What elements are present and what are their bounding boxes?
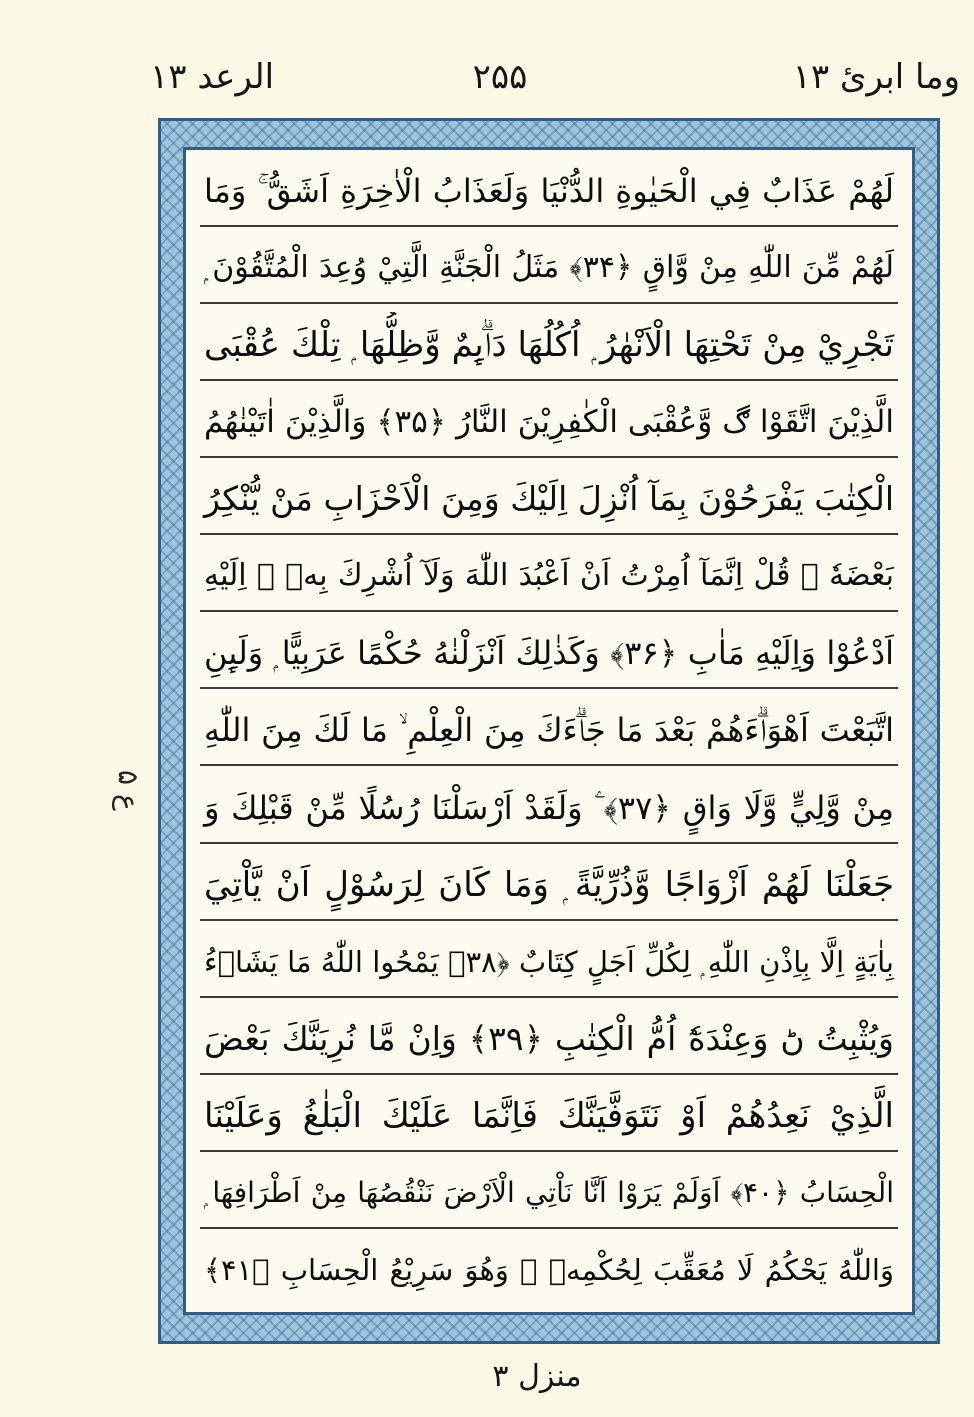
text-line-10: جَعَلْنَا لَهُمْ اَزْوَاجًا وَّذُرِّيَّةً ۭ وَمَا كَانَ لِرَسُوْلٍ اَنْ يَّاْتِيَ — [200, 852, 898, 921]
text-line-2: لَهُمْ مِّنَ اللّٰهِ مِنْ وَّاقٍ ﴿۳۴﴾ مَثَلُ الْجَنَّةِ الَّتِيْ وُعِدَ الْمُتَّقُوْنَ ۭ — [200, 235, 898, 304]
para-name: وما ابرئ ۱۳ — [792, 57, 960, 97]
text-line-1: لَهُمْ عَذَابٌ فِي الْحَيٰوةِ الدُّنْيَا وَلَعَذَابُ الْاٰخِرَةِ اَشَقُّ ۚ وَمَا — [200, 158, 898, 227]
text-line-15: وَاللّٰهُ يَحْكُمُ لَا مُعَقِّبَ لِحُكْمِهٖ ۭ وَهُوَ سَرِيْعُ الْحِسَابِ ﴿۴۱﴾ — [204, 1252, 894, 1287]
text-line-11: بِاٰيَةٍ اِلَّا بِاِذْنِ اللّٰهِ ۭ لِكُلِّ اَجَلٍ كِتَابٌ ﴿۳۸﴾ يَمْحُوا اللّٰهُ مَا يَشَاۗءُ — [200, 929, 898, 998]
text-panel — [183, 147, 915, 1315]
text-line-6: بَعْضَهٗ ۭ قُلْ اِنَّمَآ اُمِرْتُ اَنْ اَعْبُدَ اللّٰهَ وَلَآ اُشْرِكَ بِهٖ ۭ اِلَيْهِ — [200, 543, 898, 612]
ornamental-border — [158, 118, 940, 1344]
text-line-7: اَدْعُوْا وَاِلَيْهِ مَاٰبِ ﴿۳۶﴾ وَكَذٰلِكَ اَنْزَلْنٰهُ حُكْمًا عَرَبِيًّا ۭ وَلَىِٕنِ — [200, 620, 898, 689]
surah-name: الرعد ۱۳ — [150, 57, 275, 97]
text-line-3: تَجْرِيْ مِنْ تَحْتِهَا الْاَنْهٰرُ ۭ اُكُلُهَا دَاۗىِٕمٌ وَّظِلُّهَا ۭ تِلْكَ عُقْبَى — [200, 312, 898, 381]
text-line-8: اتَّبَعْتَ اَهْوَاۗءَهُمْ بَعْدَ مَا جَاۗءَكَ مِنَ الْعِلْمِ ۙ مَا لَكَ مِنَ اللّٰهِ — [200, 697, 898, 766]
text-line-4: الَّذِيْنَ اتَّقَوْا ڰ وَّعُقْبَى الْكٰفِرِيْنَ النَّارُ ﴿۳۵﴾ وَالَّذِيْنَ اٰتَيْنٰهُمُ — [200, 389, 898, 458]
manzil-footer: منزل ۳ — [492, 1359, 582, 1394]
text-line-13: الَّذِيْ نَعِدُهُمْ اَوْ نَتَوَفَّيَنَّكَ فَاِنَّمَا عَلَيْكَ الْبَلٰغُ وَعَلَيْنَا — [200, 1083, 898, 1152]
verse-lines — [200, 158, 898, 1304]
text-line-5: الْكِتٰبَ يَفْرَحُوْنَ بِمَآ اُنْزِلَ اِلَيْكَ وَمِنَ الْاَحْزَابِ مَنْ يُّنْكِرُ — [200, 466, 898, 535]
page-header — [150, 52, 960, 112]
ruku-margin-mark: ع ۵ — [112, 770, 145, 811]
text-line-14: الْحِسَابُ ﴿۴۰﴾ اَوَلَمْ يَرَوْا اَنَّا نَاْتِي الْاَرْضَ نَنْقُصُهَا مِنْ اَطْرَافِهَا ۭ — [200, 1160, 898, 1229]
page-number: ۲۵۵ — [472, 57, 528, 97]
text-line-9: مِنْ وَّلِيٍّ وَّلَا وَاقٍ ﴿۳۷﴾ ۧ وَلَقَدْ اَرْسَلْنَا رُسُلًا مِّنْ قَبْلِكَ وَ — [200, 775, 898, 844]
text-line-12: وَيُثْبِتُ ڻ وَعِنْدَهٗٓ اُمُّ الْكِتٰبِ ﴿۳۹﴾ وَاِنْ مَّا نُرِيَنَّكَ بَعْضَ — [200, 1006, 898, 1075]
